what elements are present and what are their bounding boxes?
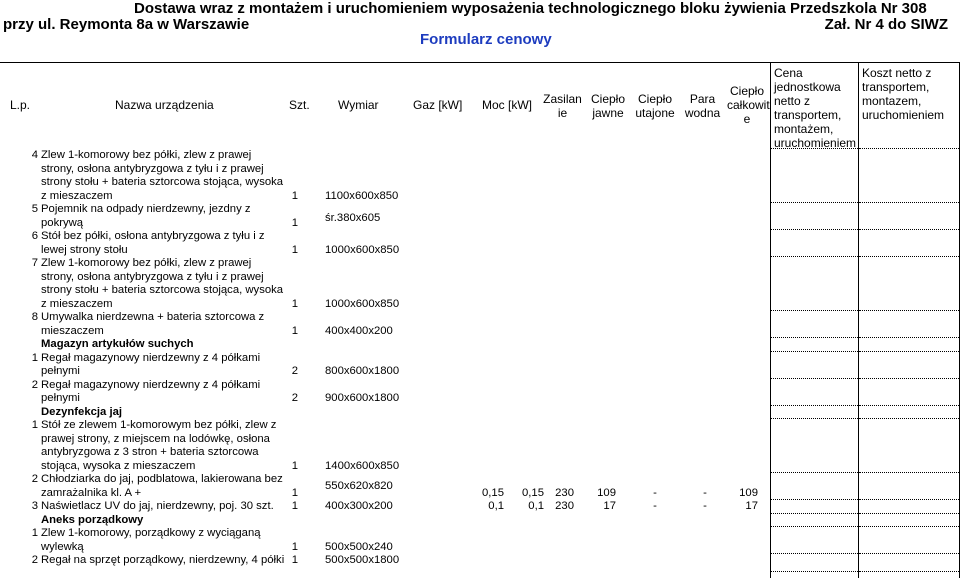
item-name: Zlew 1-komorowy bez półki, zlew z prawej [41,149,252,161]
item-heat-hidden: 109 [597,486,616,499]
item-name: Regał magazynowy nierdzewny z 4 półkami [41,351,261,364]
item-name: zamrażalnika kl. A + [41,486,142,499]
row-rule [771,472,858,473]
item-dimensions: 500x500x1800 [325,554,400,566]
item-name: mieszaczem [41,324,104,337]
item-quantity: 1 [291,324,298,337]
row-rule [771,526,858,527]
item-name: wylewką [41,540,84,553]
item-name: Zlew 1-komorowy, porządkowy z wyciąganą [41,527,261,539]
row-rule [771,229,858,230]
row-rule [771,571,858,572]
item-name: z mieszaczem [41,297,113,310]
item-name: Zlew 1-komorowy bez półki, zlew z prawej [41,257,252,269]
item-name: strony stołu + bateria sztorcowa stojąca, wysoka [41,176,284,188]
row-rule [859,418,959,419]
item-name: Chłodziarka do jaj, podblatowa, lakierowana bez [41,473,283,485]
item-supply: 0,15 [522,486,544,499]
col-header-total-cost: montazem, [862,94,922,108]
row-number: 4 [31,149,38,161]
section-heading: Magazyn artykułów suchych [41,338,194,350]
col-header-total-cost: uruchomieniem [862,108,945,122]
row-number: 2 [31,554,38,566]
item-dimensions: 1000x600x850 [325,243,400,256]
col-header-total-cost: Koszt netto z [862,66,932,80]
section-heading: Dezynfekcja jaj [41,405,123,418]
item-quantity: 1 [291,243,298,256]
row-number: 1 [31,527,38,539]
item-steam: - [653,486,657,499]
row-rule [859,202,959,203]
item-dimensions: 800x600x1800 [325,365,400,377]
row-rule [771,378,858,379]
col-header-heat-open: jawne [592,106,624,120]
item-steam: - [653,500,657,512]
row-rule [859,553,959,554]
col-header-heat-hidden: Ciepło [637,92,673,106]
item-quantity: 1 [291,540,298,553]
row-number: 8 [31,311,38,323]
item-heat-total: 109 [739,486,758,499]
attachment-label: Zał. Nr 4 do SIWZ [824,16,948,33]
row-rule [859,571,959,572]
table-top-border [0,62,960,63]
row-number: 2 [31,473,38,485]
row-rule [859,148,959,149]
item-dimensions: 400x400x200 [325,324,393,337]
item-name: strony stołu + bateria sztorcowa stojąca, wysoka [41,284,284,296]
item-quantity: 1 [291,459,298,472]
item-name: Umywalka nierdzewna + bateria sztorcowa z [41,311,265,323]
col-header-heat-open: Ciepło [590,92,626,106]
row-rule [771,499,858,500]
row-rule [859,472,959,473]
col-header-unit-price: jednostkowa [774,80,841,94]
col-header-unit-price: montażem, [774,122,834,136]
item-quantity: 1 [291,216,298,229]
row-rule [771,202,858,203]
item-quantity: 2 [291,365,298,377]
row-number: 5 [31,203,38,215]
item-dimensions: 1100x600x850 [325,189,399,202]
item-dimensions: śr.380x605 [325,211,381,224]
item-name: Stół ze zlewem 1-komorowym bez półki, zlew z [41,419,277,431]
col-header-total-cost: transportem, [862,80,930,94]
row-number: 1 [31,419,38,431]
col-header-heat-total: Ciepło [729,84,765,98]
document-address: przy ul. Reymonta 8a w Warszawie [3,16,250,33]
item-dimensions: 500x500x240 [325,540,393,553]
col-header-heat-total: całkowit [727,98,770,112]
document-title: Dostawa wraz z montażem i uruchomieniem wyposażenia technologicznego bloku żywienia Przedszkola Nr 308 [134,0,927,17]
form-title: Formularz cenowy [420,31,552,48]
item-name: strony, osłona antybryzgowa z tyłu i z prawej [41,162,264,175]
item-name: prawej strony, z miejscem na lodówkę, osłona [41,432,270,445]
row-rule [771,310,858,311]
row-rule [771,553,858,554]
item-steam: - [703,500,707,512]
item-name: pokrywą [41,216,84,229]
col-header-qty: Szt. [289,98,310,112]
row-rule [859,310,959,311]
item-power: 0,1 [488,500,504,512]
col-header-supply: Zasilan [543,92,582,106]
row-rule [771,256,858,257]
item-quantity: 1 [291,297,298,310]
item-name: strony, osłona antybryzgowa z tyłu i z prawej [41,270,264,283]
col-header-unit-price: netto z [774,94,811,108]
col-header-steam: wodna [684,106,721,120]
row-rule [771,405,858,406]
col-header-heat-total: e [743,112,751,126]
item-supply: 0,1 [528,500,544,512]
item-name: Stół bez półki, osłona antybryzgowa z tyłu i z [41,230,265,242]
item-dimensions: 1400x600x850 [325,459,400,472]
item-heat-hidden: 17 [603,500,616,512]
row-rule [859,229,959,230]
item-name: Pojemnik na odpady nierdzewny, jezdny z [41,203,251,215]
col-header-supply: ie [557,106,568,120]
item-name: pełnymi [41,365,80,377]
row-number: 7 [31,257,38,269]
item-dimensions: 900x600x1800 [325,392,400,404]
item-heat-open: 230 [555,486,574,499]
item-quantity: 1 [291,486,298,499]
col-header-gas: Gaz [kW] [413,98,463,112]
row-number: 3 [31,500,38,512]
item-dimensions: 1000x600x850 [325,297,400,310]
item-name: lewej strony stołu [41,243,128,256]
item-heat-total: 17 [745,500,758,512]
row-rule [859,526,959,527]
item-name: z mieszaczem [41,189,113,202]
row-rule [859,351,959,352]
column-divider [858,62,859,578]
item-name: Naświetlacz UV do jaj, nierdzewny, poj. 30 szt. [41,500,274,512]
row-number: 2 [31,378,38,391]
row-rule [859,405,959,406]
item-dimensions: 550x620x820 [325,479,393,492]
col-header-unit-price: uruchomieniem [774,136,857,150]
col-header-name: Nazwa urządzenia [115,98,214,112]
row-rule [771,513,858,514]
section-heading: Aneks porządkowy [41,513,144,526]
col-header-unit-price: Cena [774,66,803,80]
column-divider [770,62,771,578]
row-rule [771,351,858,352]
item-heat-open: 230 [555,500,574,512]
item-power: 0,15 [482,486,504,499]
item-name: antybryzgowa z 3 stron + bateria sztorcowa [41,446,259,458]
item-name: stojąca, wysoka z mieszaczem [41,459,196,472]
row-rule [771,337,858,338]
row-rule [771,418,858,419]
row-rule [859,499,959,500]
row-rule [859,337,959,338]
row-rule [859,378,959,379]
row-number: 1 [31,351,38,364]
item-quantity: 1 [291,189,298,202]
row-rule [771,148,858,149]
row-rule [859,513,959,514]
col-header-dims: Wymiar [338,98,379,112]
item-quantity: 1 [291,554,298,566]
item-name: Regał magazynowy nierdzewny z 4 półkami [41,378,261,391]
item-name: Regał na sprzęt porządkowy, nierdzewny, 4 półki [41,554,285,566]
item-quantity: 2 [291,392,298,404]
col-header-steam: Para [689,92,716,106]
row-rule [859,256,959,257]
item-name: pełnymi [41,392,80,404]
item-dimensions: 400x300x200 [325,500,393,512]
item-steam: - [703,486,707,499]
item-quantity: 1 [291,500,298,512]
row-number: 6 [31,230,38,242]
col-header-heat-hidden: utajone [635,106,675,120]
document-header [0,0,960,60]
col-header-lp: L.p. [10,98,31,112]
col-header-unit-price: transportem, [774,108,842,122]
col-header-power: Moc [kW] [482,98,532,112]
